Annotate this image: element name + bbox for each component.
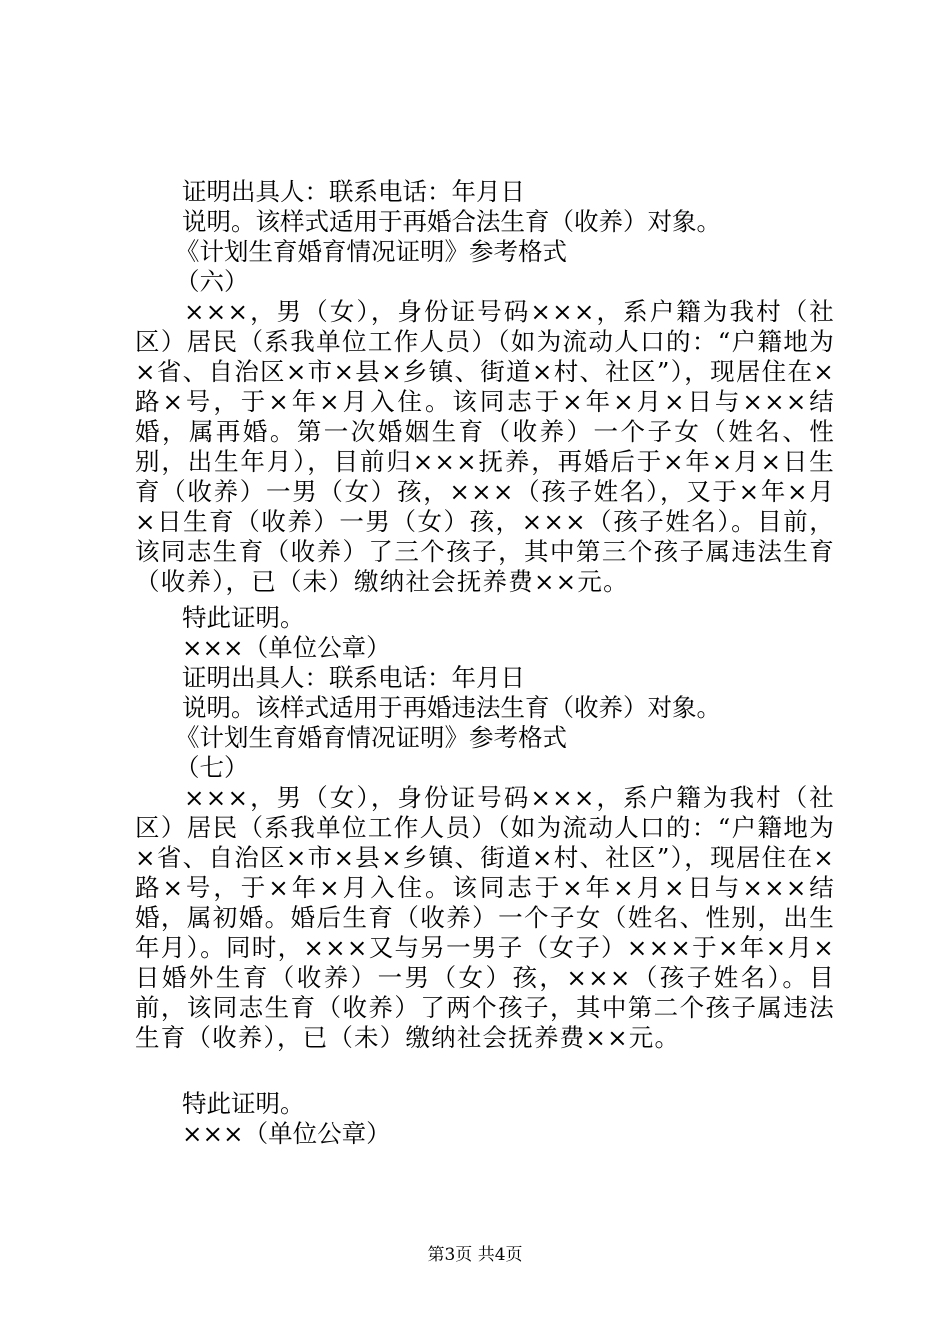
section-number: （七） — [175, 753, 249, 782]
section-number: （六） — [175, 267, 249, 296]
note-line: 说明。该样式适用于再婚合法生育（收养）对象。 — [182, 207, 721, 236]
certify-line: 特此证明。 — [182, 1089, 305, 1118]
issuer-line: 证明出具人：联系电话：年月日 — [182, 663, 525, 692]
body-paragraph: ×××，男（女），身份证号码×××，系户籍为我村（社区）居民（系我单位工作人员）（如为流动人口的：“户籍地为×省、自治区×市×县×乡镇、街道×村、社区”），现居住在×路×号，于×年×月入住。该同志于×年×月×日与×××结婚，属初婚。婚后生育（收养）一个子女（姓名、性别，出生年月）。同时，×××又与另一男子（女子）×××于×年×月×日婚外生育（收养）一男（女）孩，×××（孩子姓名）。目前，该同志生育（收养）了两个孩子，其中第二个孩子属违法生育（收养），已（未）缴纳社会抚养费××元。 — [135, 783, 835, 1052]
page-number-footer: 第3页 共4页 — [427, 1245, 523, 1265]
section-title: 《计划生育婚育情况证明》参考格式 — [175, 723, 567, 752]
section-title: 《计划生育婚育情况证明》参考格式 — [175, 237, 567, 266]
note-line: 说明。该样式适用于再婚违法生育（收养）对象。 — [182, 693, 721, 722]
certify-line: 特此证明。 — [182, 603, 305, 632]
seal-line: ×××（单位公章） — [182, 1119, 391, 1148]
body-paragraph: ×××，男（女），身份证号码×××，系户籍为我村（社区）居民（系我单位工作人员）（如为流动人口的：“户籍地为×省、自治区×市×县×乡镇、街道×村、社区”），现居住在×路×号，于×年×月入住。该同志于×年×月×日与×××结婚，属再婚。第一次婚姻生育（收养）一个子女（姓名、性别，出生年月），目前归×××抚养，再婚后于×年×月×日生育（收养）一男（女）孩，×××（孩子姓名），又于×年×月×日生育（收养）一男（女）孩，×××（孩子姓名）。目前，该同志生育（收养）了三个孩子，其中第三个孩子属违法生育（收养），已（未）缴纳社会抚养费××元。 — [135, 297, 835, 596]
issuer-line: 证明出具人：联系电话：年月日 — [182, 177, 525, 206]
seal-line: ×××（单位公章） — [182, 633, 391, 662]
